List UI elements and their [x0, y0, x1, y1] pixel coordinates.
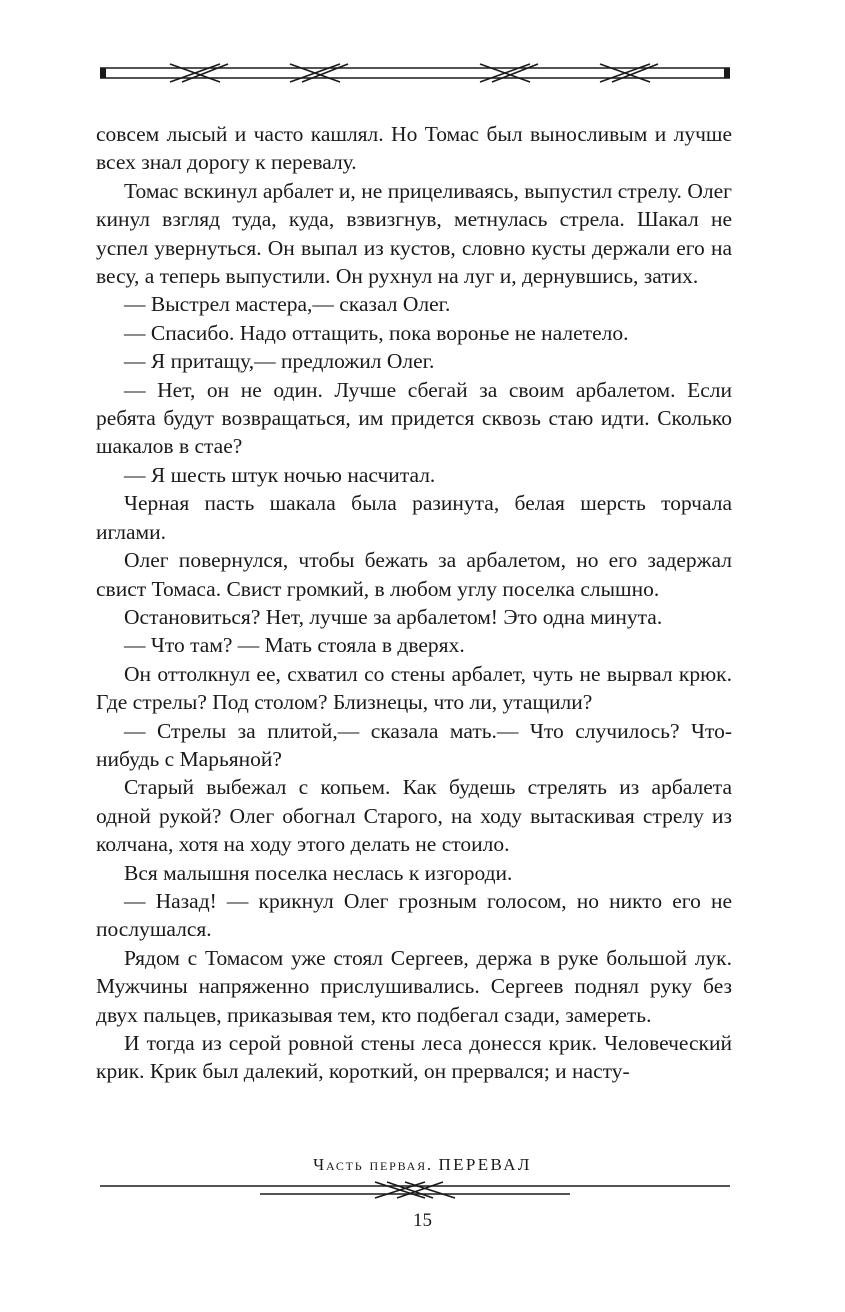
page-number: 15 [413, 1210, 432, 1231]
paragraph: — Что там? — Мать стояла в дверях. [124, 633, 465, 658]
footer-part: Часть первая. [313, 1155, 433, 1174]
bottom-ornament [100, 1180, 730, 1202]
paragraph: — Стрелы за плитой,— сказала мать.— Что случилось? Чтонибудь с Марьяной? [96, 718, 732, 771]
paragraph: — Я притащу,— предложил Олег. [124, 349, 435, 374]
paragraph: Олег повернулся, чтобы бежать за арбалетом, но его задержал свист Томаса. Свист громкий, в любом углу поселка слышно. [96, 548, 732, 601]
paragraph: И тогда из серой ровной стены леса донесся крик. Человеческий крик. Крик был далекий, короткий, он прервался; и насту- [96, 1031, 732, 1084]
paragraph: — Назад! — крикнул Олег грозным голосом, но никто его не послушался. [96, 888, 732, 942]
running-footer [0, 1155, 845, 1175]
paragraph: Черная пасть шакала была разинута, белая шерсть торчала иглами. [96, 491, 732, 544]
paragraph: Остановиться? Нет, лучше за арбалетом! Это одна минута. [124, 604, 663, 629]
paragraph: — Я шесть штук ночью насчитал. [124, 462, 436, 487]
paragraph: Старый выбежал с копьем. Как будешь стрелять из арбалета одной рукой? Олег обогнал Старого, на ходу вытаскивая стрелу из колчана, хотя на ходу этого делать не стоило. [96, 775, 732, 857]
paragraph: — Спасибо. Надо оттащить, пока воронье не налетело. [124, 320, 629, 345]
paragraph: — Нет, он не один. Лучше сбегай за своим арбалетом. Если ребята будут возвращаться, им придется сквозь стаю идти. Сколько шакалов в стае? [96, 377, 732, 459]
paragraph: — Выстрел мастера,— сказал Олег. [124, 292, 451, 317]
body-text [96, 120, 732, 1086]
paragraph: Томас вскинул арбалет и, не прицеливаясь, выпустил стрелу. Олег кинул взгляд туда, куда, взвизгнув, метнулась стрела. Шакал не успел увернуться. Он выпал из кустов, словно кусты держали его на весу, а теперь выпустили. Он рухнул на луг и, дернувшись, затих. [96, 178, 732, 289]
footer-title: ПЕРЕВАЛ [438, 1155, 532, 1174]
paragraph: Рядом с Томасом уже стоял Сергеев, держа в руке большой лук. Мужчины напряженно прислушивались. Сергеев поднял руку без двух пальцев, приказывая тем, кто подбегал сзади, замереть. [96, 945, 732, 1027]
paragraph: совсем лысый и часто кашлял. Но Томас был выносливым и лучше всех знал дорогу к перевалу. [96, 122, 732, 175]
top-ornament [100, 60, 730, 86]
paragraph: Вся малышня поселка неслась к изгороди. [124, 860, 513, 885]
paragraph: Он оттолкнул ее, схватил со стены арбалет, чуть не вырвал крюк. Где стрелы? Под столом? Близнецы, что ли, утащили? [96, 661, 732, 715]
